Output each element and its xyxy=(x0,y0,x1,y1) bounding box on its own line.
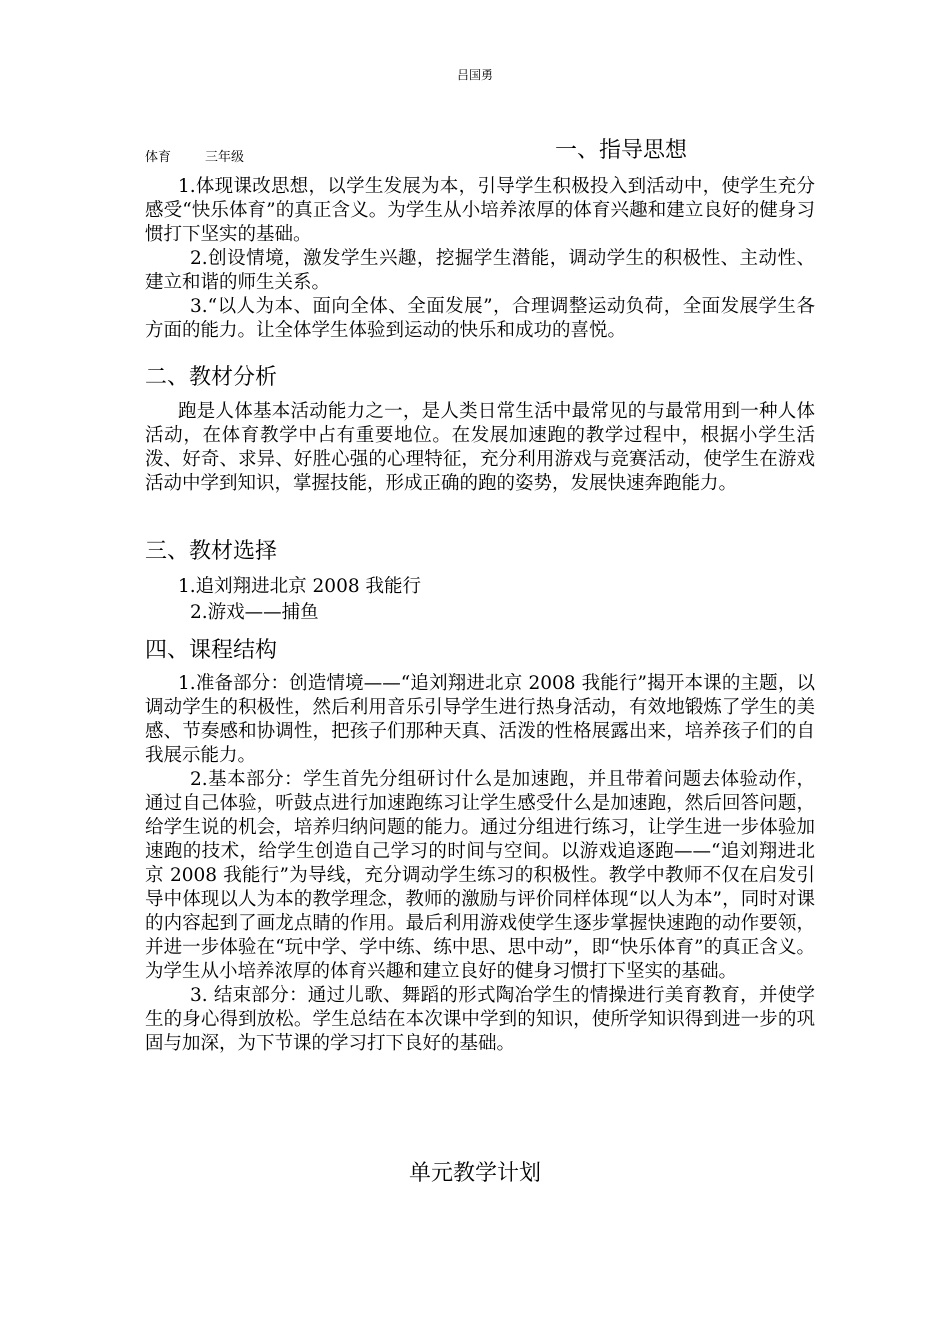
subject-label: 体育 xyxy=(145,150,172,165)
section-2-paragraph-1: 跑是人体基本活动能力之一，是人类日常生活中最常见的与最常用到一种人体活动，在体育教学中占有重要地位。在发展加速跑的教学过程中，根据小学生活泼、好奇、求异、好胜心强的心理特征，充分利用游戏与竞赛活动，使学生在游戏活动中学到知识，掌握技能，形成正确的跑的姿势，发展快速奔跑能力。 xyxy=(145,401,815,494)
section-4-paragraph-1: 1.准备部分：创造情境——“追刘翔进北京 2008 我能行”揭开本课的主题，以调动学生的积极性，然后利用音乐引导学生进行热身活动，有效地锻炼了学生的美感、节奏感和协调性，把孩子们那种天真、活泼的性格展露出来，培养孩子们的自我展示能力。 xyxy=(145,673,815,766)
section-4-body xyxy=(145,672,815,1056)
section-1-body xyxy=(145,175,815,343)
subject-grade-line xyxy=(145,146,244,165)
material-item-2: 2.游戏——捕鱼 xyxy=(190,602,319,623)
section-2-heading: 二、教材分析 xyxy=(145,365,278,390)
section-4-paragraph-2: 2.基本部分：学生首先分组研讨什么是加速跑，并且带着问题去体验动作，通过自己体验，听鼓点进行加速跑练习让学生感受什么是加速跑，然后回答问题，给学生说的机会，培养归纳问题的能力。通过分组进行练习，让学生进一步体验加速跑的技术，给学生创造自己学习的时间与空间。以游戏追逐跑——“追刘翔进北京 2008 我能行”为导线，充分调动学生练习的积极性。教学中教师不仅在启发引导中体现以人为本的教学理念，教师的激励与评价同样体现“以人为本”，同时对课的内容起到了画龙点睛的作用。最后利用游戏使学生逐步掌握快速跑的动作要领，并进一步体验在“玩中学、学中练、练中思、思中动”，即“快乐体育”的真正含义。为学生从小培养浓厚的体育兴趣和建立良好的健身习惯打下坚实的基础。 xyxy=(145,769,815,982)
section-4-paragraph-3: 3. 结束部分：通过儿歌、舞蹈的形式陶冶学生的情操进行美育教育，并使学生的身心得到放松。学生总结在本次课中学到的知识，使所学知识得到进一步的巩固与加深，为下节课的学习打下良好的基础。 xyxy=(145,985,815,1054)
section-1-paragraph-1: 1.体现课改思想，以学生发展为本，引导学生积极投入到活动中，使学生充分感受“快乐体育”的真正含义。为学生从小培养浓厚的体育兴趣和建立良好的健身习惯打下坚实的基础。 xyxy=(145,176,815,245)
section-1-heading: 一、指导思想 xyxy=(555,138,688,163)
section-4-heading: 四、课程结构 xyxy=(145,638,278,663)
section-3-heading: 三、教材选择 xyxy=(145,539,278,564)
section-2-body xyxy=(145,400,815,496)
section-1-paragraph-3: 3.“以人为本、面向全体、全面发展”，合理调整运动负荷，全面发展学生各方面的能力。让全体学生体验到运动的快乐和成功的喜悦。 xyxy=(145,296,815,341)
author-name: 吕国勇 xyxy=(456,68,493,82)
grade-label: 三年级 xyxy=(205,150,245,165)
unit-plan-title: 单元教学计划 xyxy=(408,1161,541,1186)
material-item-1: 1.追刘翔进北京 2008 我能行 xyxy=(178,576,421,597)
section-1-paragraph-2: 2.创设情境，激发学生兴趣，挖掘学生潜能，调动学生的积极性、主动性、建立和谐的师生关系。 xyxy=(145,248,815,293)
